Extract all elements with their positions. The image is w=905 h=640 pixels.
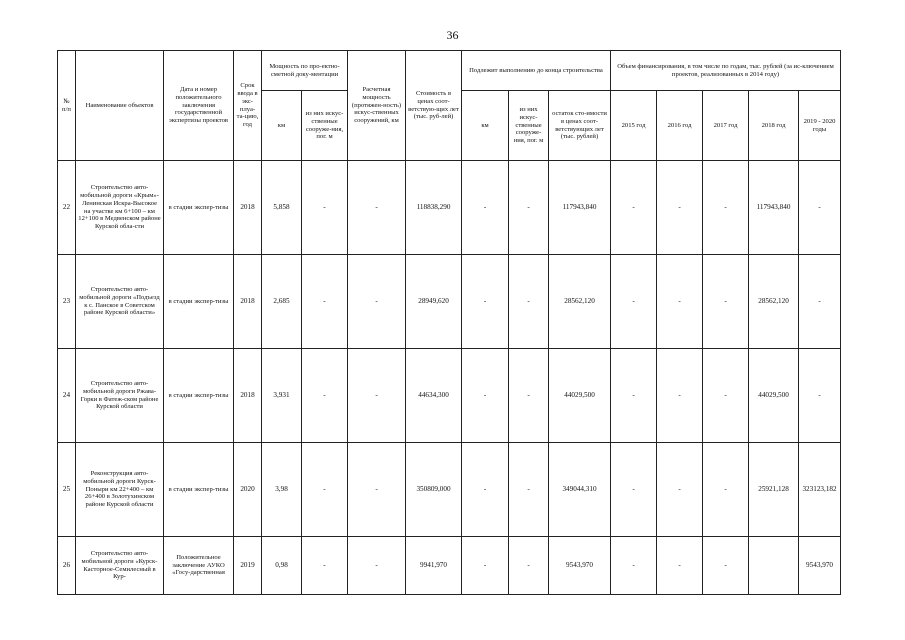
cell-cost: 44634,300 xyxy=(406,349,462,443)
cell-struct: - xyxy=(302,443,348,537)
cell-struct: - xyxy=(302,537,348,595)
cell-2018 xyxy=(749,537,799,595)
cell-rem-cost: 117943,840 xyxy=(549,161,611,255)
cell-term: 2019 xyxy=(234,537,262,595)
cell-rem-struct: - xyxy=(509,537,549,595)
header-2018: 2018 год xyxy=(749,91,799,161)
cell-2016: - xyxy=(657,349,703,443)
table-row xyxy=(58,537,841,595)
cell-2019-2020: 9543,970 xyxy=(799,537,841,595)
cell-design: - xyxy=(348,349,406,443)
cell-num: 26 xyxy=(58,537,76,595)
cell-2019-2020: - xyxy=(799,161,841,255)
cell-cost: 118838,290 xyxy=(406,161,462,255)
cell-cost: 28949,620 xyxy=(406,255,462,349)
cell-num: 25 xyxy=(58,443,76,537)
page-number: 36 xyxy=(446,28,459,42)
table-row xyxy=(58,443,841,537)
cell-2017: - xyxy=(703,349,749,443)
header-rem-cost: остаток сто-имости в ценах соот-ветствующих лет (тыс. рублей) xyxy=(549,91,611,161)
table-row xyxy=(58,349,841,443)
cell-2017: - xyxy=(703,443,749,537)
cell-2015: - xyxy=(611,161,657,255)
header-capacity-struct: из них искус-ственные сооруже-ния, пог. м xyxy=(302,91,348,161)
cell-design: - xyxy=(348,161,406,255)
cell-rem-km: - xyxy=(462,349,509,443)
cell-2017: - xyxy=(703,255,749,349)
header-date: Дата и номер положительного заключения государственной экспертизы проектов xyxy=(164,51,234,161)
cell-2015: - xyxy=(611,255,657,349)
cell-rem-cost: 44029,500 xyxy=(549,349,611,443)
cell-name: Реконструкция авто-мобильной дороги Курск-Поныри км 22+400 – км 26+400 в Золотухинском районе Курской области xyxy=(76,443,164,537)
cell-struct: - xyxy=(302,255,348,349)
cell-2019-2020: 323123,182 xyxy=(799,443,841,537)
objects-table xyxy=(57,50,841,595)
cell-2017: - xyxy=(703,537,749,595)
cell-name: Строительство авто-мобильной дороги «Крым»-Ленинская Искра-Высокое на участке км 6+100 – км 12+100 в Медвенском районе Курской обла-сти xyxy=(76,161,164,255)
cell-rem-km: - xyxy=(462,255,509,349)
cell-km: 2,685 xyxy=(262,255,302,349)
cell-term: 2018 xyxy=(234,161,262,255)
cell-km: 5,858 xyxy=(262,161,302,255)
cell-2016: - xyxy=(657,537,703,595)
header-finance-group: Объем финансирования, в том числе по годам, тыс. рублей (за ис-ключением проектов, реализованных в 2014 году) xyxy=(611,51,841,91)
cell-rem-struct: - xyxy=(509,443,549,537)
header-capacity-km: км xyxy=(262,91,302,161)
cell-2019-2020: - xyxy=(799,255,841,349)
table-row xyxy=(58,255,841,349)
cell-design: - xyxy=(348,443,406,537)
cell-rem-cost: 349044,310 xyxy=(549,443,611,537)
cell-term: 2018 xyxy=(234,349,262,443)
cell-term: 2018 xyxy=(234,255,262,349)
cell-name: Строительство авто-мобильной дороги «Курск-Касторное-Семилесный в Кур- xyxy=(76,537,164,595)
cell-rem-km: - xyxy=(462,443,509,537)
cell-2018: 25921,128 xyxy=(749,443,799,537)
cell-2018: 44029,500 xyxy=(749,349,799,443)
cell-rem-struct: - xyxy=(509,349,549,443)
cell-stage: в стадии экспер-тизы xyxy=(164,161,234,255)
header-2015: 2015 год xyxy=(611,91,657,161)
header-rem-km: км xyxy=(462,91,509,161)
header-2016: 2016 год xyxy=(657,91,703,161)
cell-stage: в стадии экспер-тизы xyxy=(164,349,234,443)
cell-rem-struct: - xyxy=(509,161,549,255)
header-name: Наименование объектов xyxy=(76,51,164,161)
header-remaining-group: Подлежит выполнению до конца строительства xyxy=(462,51,611,91)
cell-2016: - xyxy=(657,255,703,349)
cell-2016: - xyxy=(657,161,703,255)
cell-num: 23 xyxy=(58,255,76,349)
cell-num: 24 xyxy=(58,349,76,443)
header-design-capacity: Расчетная мощность (протяжен-ность) искус-ственных сооружений, км xyxy=(348,51,406,161)
cell-cost: 350809,000 xyxy=(406,443,462,537)
header-num: № п/п xyxy=(58,51,76,161)
cell-struct: - xyxy=(302,349,348,443)
header-row-1 xyxy=(58,51,841,91)
cell-2018: 28562,120 xyxy=(749,255,799,349)
header-capacity-group: Мощность по про-ектно-сметной доку-ментации xyxy=(262,51,348,91)
cell-cost: 9941,970 xyxy=(406,537,462,595)
cell-stage: Положительное заключение АУКО «Госу-дарственная xyxy=(164,537,234,595)
cell-2015: - xyxy=(611,537,657,595)
header-term: Срок ввода в экс-плуа-та-цию, год xyxy=(234,51,262,161)
header-rem-struct: из них искус-ственные сооруже-ния, пог. м xyxy=(509,91,549,161)
cell-rem-struct: - xyxy=(509,255,549,349)
cell-rem-cost: 28562,120 xyxy=(549,255,611,349)
cell-design: - xyxy=(348,537,406,595)
cell-2015: - xyxy=(611,443,657,537)
cell-name: Строительство авто-мобильной дороги «Подъезд к с. Панское в Советском районе Курской области» xyxy=(76,255,164,349)
cell-2015: - xyxy=(611,349,657,443)
cell-rem-km: - xyxy=(462,537,509,595)
header-cost: Стоимость в ценах соот-ветствую-щих лет (тыс. руб-лей) xyxy=(406,51,462,161)
cell-name: Строительство авто-мобильной дороги Ржава-Горки в Фатеж-ском районе Курской области xyxy=(76,349,164,443)
header-2017: 2017 год xyxy=(703,91,749,161)
cell-km: 3,931 xyxy=(262,349,302,443)
cell-2016: - xyxy=(657,443,703,537)
cell-km: 3,98 xyxy=(262,443,302,537)
cell-2018: 117943,840 xyxy=(749,161,799,255)
cell-stage: в стадии экспер-тизы xyxy=(164,443,234,537)
cell-2017: - xyxy=(703,161,749,255)
cell-rem-cost: 9543,970 xyxy=(549,537,611,595)
cell-stage: в стадии экспер-тизы xyxy=(164,255,234,349)
cell-design: - xyxy=(348,255,406,349)
cell-km: 0,98 xyxy=(262,537,302,595)
table-row xyxy=(58,161,841,255)
cell-2019-2020: - xyxy=(799,349,841,443)
cell-term: 2020 xyxy=(234,443,262,537)
cell-num: 22 xyxy=(58,161,76,255)
header-2019-2020: 2019 - 2020 годы xyxy=(799,91,841,161)
cell-struct: - xyxy=(302,161,348,255)
cell-rem-km: - xyxy=(462,161,509,255)
